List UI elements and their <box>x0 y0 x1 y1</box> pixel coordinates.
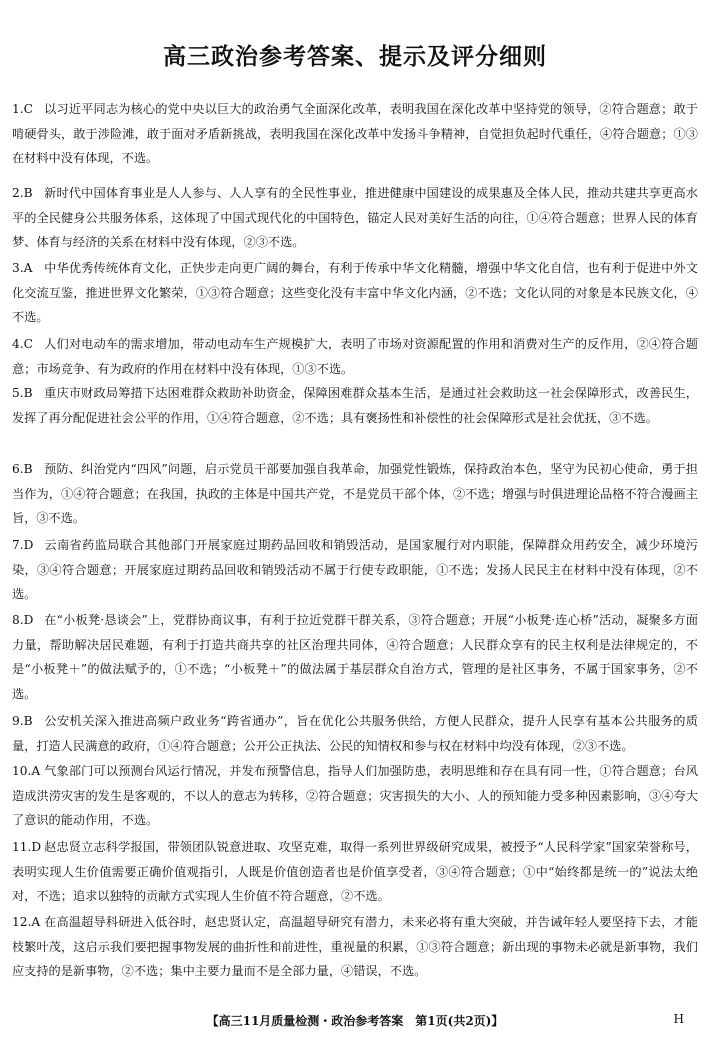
answer-explanation: 在“小板凳·恳谈会”上，党群协商议事，有利于拉近党群干群关系，③符合题意；开展“小板凳·连心桥”活动，凝聚多方面力量，帮助解决居民难题，有利于打造共商共享的社区治理共同体，④符合题意；人民群众享有的民主权利是法律规定的，不是“小板凳＋”的做法赋予的，①不选；“小板凳＋”的做法属于基层群众自治方式，管理的是社区事务，不属于国家事务，②不选。 <box>12 613 698 701</box>
answer-item-5 <box>12 381 698 430</box>
answer-explanation: 公安机关深入推进高频户政业务“跨省通办”，旨在优化公共服务供给，方便人民群众，提升人民享有基本公共服务的质量，打造人民满意的政府，①④符合题意；公开公正执法、公民的知情权和参与权在材料中均没有体现，②③不选。 <box>12 714 698 753</box>
answer-number: 10.A <box>12 764 41 778</box>
answer-item-7 <box>12 533 698 607</box>
answer-explanation: 云南省药监局联合其他部门开展家庭过期药品回收和销毁活动，是国家履行对内职能，保障群众用药安全，减少环境污染，③④符合题意；开展家庭过期药品回收和销毁活动不属于行使专政职能，①不选；发扬人民民主在材料中没有体现，②不选。 <box>12 538 698 602</box>
answer-explanation: 人们对电动车的需求增加，带动电动车生产规模扩大，表明了市场对资源配置的作用和消费对生产的反作用，②④符合题意；市场竞争、有为政府的作用在材料中没有体现，①③不选。 <box>12 337 698 376</box>
answer-item-2 <box>12 181 698 255</box>
answer-number: 8.D <box>12 613 34 627</box>
answer-item-6 <box>12 457 698 531</box>
answer-number: 2.B <box>12 186 33 200</box>
answer-number: 4.C <box>12 337 33 351</box>
answer-item-11 <box>12 835 698 909</box>
answer-explanation: 在高温超导科研进入低谷时，赵忠贤认定，高温超导研究有潜力，未来必将有重大突破，并告诫年轻人要坚持下去，才能枝繁叶茂，这启示我们要把握事物发展的曲折性和前进性，重视量的积累，①③符合题意；新出现的事物未必就是新事物，我们应支持的是新事物，②不选；集中主要力量而不是全部力量，④错误，不选。 <box>12 915 698 979</box>
footer-mark: H <box>673 1012 684 1026</box>
answer-number: 3.A <box>12 261 33 275</box>
answer-explanation: 预防、纠治党内“四风”问题，启示党员干部要加强自我革命，加强党性锻炼，保持政治本色，坚守为民初心使命，勇于担当作为，①④符合题意；在我国，执政的主体是中国共产党，不是党员干部个体，②不选；增强与时俱进理论品格不符合漫画主旨，③不选。 <box>12 462 698 526</box>
answer-explanation: 以习近平同志为核心的党中央以巨大的政治勇气全面深化改革，表明我国在深化改革中坚持党的领导，②符合题意；敢于啃硬骨头，敢于涉险滩，敢于面对矛盾新挑战，表明我国在深化改革中发扬斗争精神，自觉担负起时代重任，④符合题意；①③在材料中没有体现，不选。 <box>12 102 698 166</box>
answer-explanation: 中华优秀传统体育文化，正快步走向更广阔的舞台，有利于传承中华文化精髓，增强中华文化自信，也有利于促进中外文化交流互鉴，推进世界文化繁荣，①③符合题意；这些变化没有丰富中华文化内涵，②不选；文化认同的对象是本民族文化，④不选。 <box>12 261 698 325</box>
answer-explanation: 赵忠贤立志科学报国，带领团队锐意进取、攻坚克难，取得一系列世界级研究成果，被授予“人民科学家”国家荣誉称号，表明实现人生价值需要正确价值观指引，人既是价值创造者也是价值享受者，③④符合题意；①中“始终都是统一的”说法太绝对，不选；追求以独特的贡献方式实现人生价值不符合题意，②不选。 <box>12 840 698 904</box>
answer-item-8 <box>12 608 698 706</box>
answer-number: 7.D <box>12 538 34 552</box>
page-title: 高三政治参考答案、提示及评分细则 <box>163 43 547 70</box>
page-footer: 【高三11月质量检测・政治参考答案 第1页(共2页)】 <box>206 1014 504 1028</box>
answer-number: 12.A <box>12 915 41 929</box>
answer-number: 6.B <box>12 462 33 476</box>
answer-item-10 <box>12 759 698 833</box>
answer-item-3 <box>12 256 698 330</box>
answer-number: 9.B <box>12 714 33 728</box>
answer-number: 5.B <box>12 386 33 400</box>
answer-number: 1.C <box>12 102 33 116</box>
answer-explanation: 气象部门可以预测台风运行情况，并发布预警信息，指导人们加强防患，表明思维和存在具有同一性，①符合题意；台风造成洪涝灾害的发生是客观的，不以人的意志为转移，②符合题意；灾害损失的大小、人的预知能力受多种因素影响，③④夸大了意识的能动作用，不选。 <box>12 764 698 828</box>
answer-item-9 <box>12 709 698 758</box>
answer-item-1 <box>12 97 698 171</box>
answer-number: 11.D <box>12 840 42 854</box>
answer-explanation: 重庆市财政局筹措下达困难群众救助补助资金，保障困难群众基本生活，是通过社会救助这一社会保障形式，改善民生，发挥了再分配促进社会公平的作用，①④符合题意，②不选；具有褒扬性和补偿性的社会保障形式是社会优抚，③不选。 <box>12 386 698 425</box>
answer-explanation: 新时代中国体育事业是人人参与、人人享有的全民性事业，推进健康中国建设的成果惠及全体人民，推动共建共享更高水平的全民健身公共服务体系，这体现了中国式现代化的中国特色，锚定人民对美好生活的向往，①④符合题意；世界人民的体育梦、体育与经济的关系在材料中没有体现，②③不选。 <box>12 186 698 250</box>
answer-item-4 <box>12 332 698 381</box>
answer-item-12 <box>12 910 698 984</box>
